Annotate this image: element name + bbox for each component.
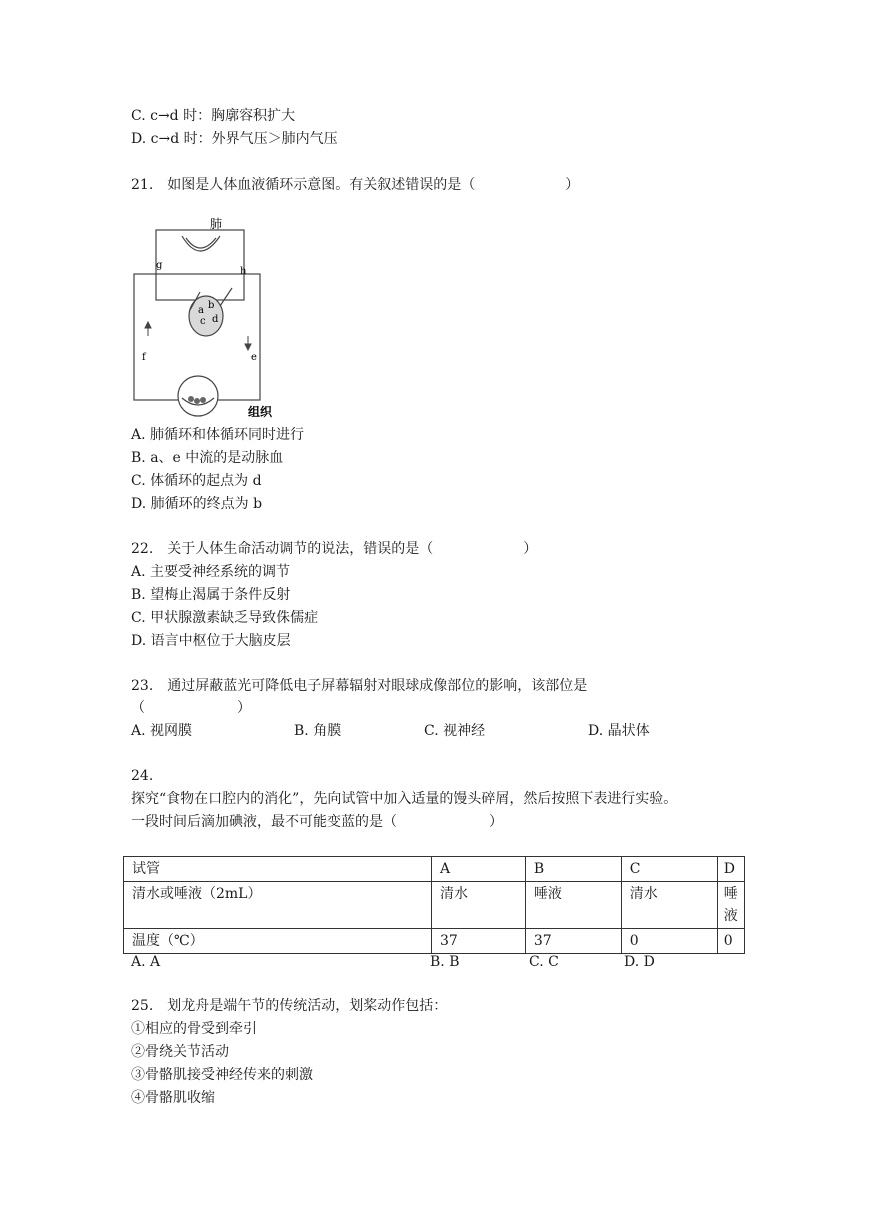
- q25-item-2: ②骨绕关节活动: [131, 1044, 229, 1060]
- table-cell: 清水或唾液（2mL）: [124, 882, 432, 929]
- q21-option-d: D. 肺循环的终点为 b: [131, 496, 263, 512]
- table-row: [124, 882, 745, 929]
- q20-option-d: D. c→d 时：外界气压＞肺内气压: [131, 131, 338, 147]
- q22-option-b: B. 望梅止渴属于条件反射: [131, 587, 291, 603]
- table-cell: 37: [431, 929, 525, 954]
- q21-option-b: B. a、e 中流的是动脉血: [131, 450, 284, 466]
- q23-option-a: A. 视网膜: [131, 723, 193, 739]
- label-a: a: [198, 305, 204, 316]
- q21-option-a: A. 肺循环和体循环同时进行: [131, 427, 305, 443]
- label-g: g: [156, 260, 163, 271]
- table-cell: 37: [525, 929, 621, 954]
- q23-option-d: D. 晶状体: [588, 723, 650, 739]
- label-c: c: [200, 316, 206, 327]
- table-cell: 唾液: [525, 882, 621, 929]
- q24-line2: [131, 812, 503, 832]
- label-b: b: [208, 300, 215, 311]
- label-tissue: 组织: [248, 405, 273, 419]
- table-header-cell: A: [431, 857, 525, 882]
- table-cell: 0: [621, 929, 717, 954]
- q21-stem-text: 21. 如图是人体血液循环示意图。有关叙述错误的是（: [131, 177, 476, 193]
- table-header-cell: 试管: [124, 857, 432, 882]
- table-cell: 清水: [431, 882, 525, 929]
- q22-option-d: D. 语言中枢位于大脑皮层: [131, 633, 291, 649]
- q24-option-b: B. B: [430, 954, 460, 970]
- q23-answer-blank: [131, 698, 251, 718]
- q25-item-3: ③骨骼肌接受神经传来的刺激: [131, 1067, 313, 1083]
- q24-close-paren: ）: [489, 814, 503, 830]
- q23-close-paren: ）: [237, 700, 251, 716]
- q22-close-paren: ）: [523, 541, 538, 557]
- q22-option-a: A. 主要受神经系统的调节: [131, 564, 291, 580]
- table-cell: 温度（℃）: [124, 929, 432, 954]
- q24-option-d: D. D: [624, 954, 655, 970]
- q21-stem: [131, 175, 579, 195]
- q25-item-1: ①相应的骨受到牵引: [131, 1021, 257, 1037]
- table-row: [124, 857, 745, 882]
- q23-option-c: C. 视神经: [424, 723, 486, 739]
- q22-stem: [131, 539, 537, 559]
- q24-number: 24.: [131, 768, 154, 784]
- label-e: e: [251, 352, 257, 363]
- table-cell: 0: [717, 929, 744, 954]
- q23-open-paren: （: [131, 700, 145, 716]
- label-lung: 肺: [210, 217, 223, 231]
- label-f: f: [142, 352, 146, 363]
- table-cell: 清水: [621, 882, 717, 929]
- label-h: h: [240, 266, 247, 277]
- table-cell: 唾液: [717, 882, 744, 929]
- q25-item-4: ④骨骼肌收缩: [131, 1090, 215, 1106]
- q23-stem: 23. 通过屏蔽蓝光可降低电子屏幕辐射对眼球成像部位的影响，该部位是: [131, 678, 588, 694]
- q22-option-c: C. 甲状腺激素缺乏导致侏儒症: [131, 610, 319, 626]
- q20-option-c: C. c→d 时：胸廓容积扩大: [131, 108, 296, 124]
- table-header-cell: B: [525, 857, 621, 882]
- table-header-cell: C: [621, 857, 717, 882]
- q25-stem: 25. 划龙舟是端午节的传统活动，划桨动作包括：: [131, 998, 448, 1014]
- q24-line2-text: 一段时间后滴加碘液，最不可能变蓝的是（: [131, 814, 397, 830]
- q22-stem-text: 22. 关于人体生命活动调节的说法，错误的是（: [131, 541, 434, 557]
- blood-circulation-diagram: [128, 217, 273, 419]
- table-row: [124, 929, 745, 954]
- label-d: d: [212, 314, 219, 325]
- q24-option-a: A. A: [131, 954, 161, 970]
- q21-close-paren: ）: [565, 177, 580, 193]
- q21-option-c: C. 体循环的起点为 d: [131, 473, 262, 489]
- q24-option-c: C. C: [529, 954, 559, 970]
- experiment-table: [123, 856, 745, 954]
- table-header-cell: D: [717, 857, 744, 882]
- q24-line1: 探究“食物在口腔内的消化”，先向试管中加入适量的馒头碎屑，然后按照下表进行实验。: [131, 791, 678, 807]
- q23-option-b: B. 角膜: [294, 723, 342, 739]
